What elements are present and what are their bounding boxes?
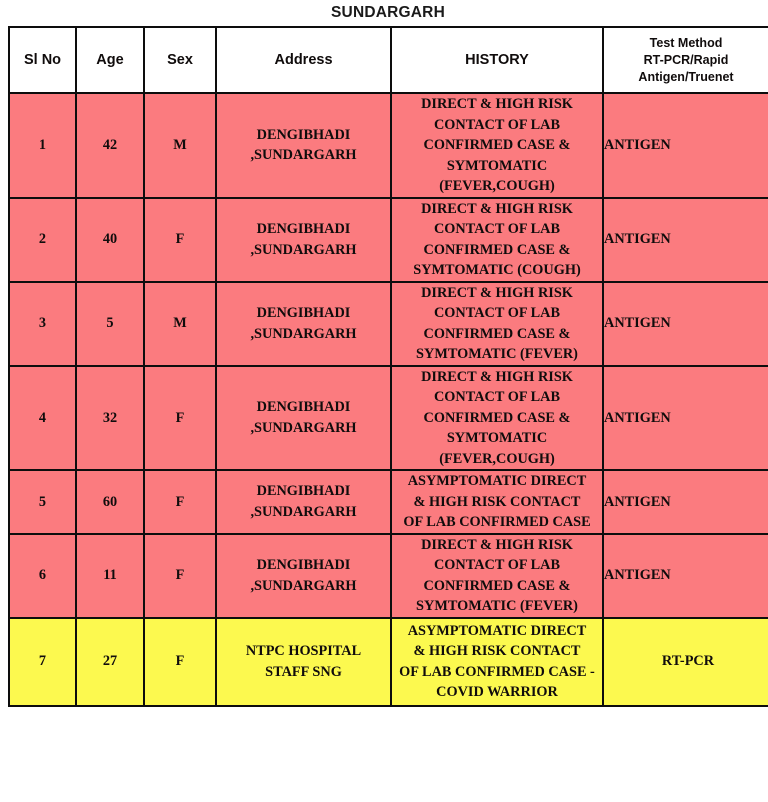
cell-history-line: CONFIRMED CASE & bbox=[423, 409, 571, 426]
cell-history-line: ASYMPTOMATIC DIRECT bbox=[407, 473, 587, 489]
cell-history-line: DIRECT & HIGH RISK bbox=[421, 200, 573, 217]
table-row bbox=[9, 282, 768, 366]
cell-history-line: SYMTOMATIC (FEVER) bbox=[416, 346, 578, 362]
cell-history bbox=[391, 282, 603, 366]
cell-address bbox=[216, 534, 391, 618]
cell-history bbox=[391, 534, 603, 618]
cell-address-line: DENGIBHADI bbox=[256, 399, 351, 416]
table-container bbox=[8, 26, 768, 707]
cell-history-line: OF LAB CONFIRMED CASE bbox=[403, 514, 591, 530]
cell-sex: F bbox=[144, 534, 216, 618]
column-header-test-method-line-3: Antigen/Truenet bbox=[638, 69, 734, 84]
cell-test-method: ANTIGEN bbox=[603, 198, 768, 282]
cell-sex: F bbox=[144, 366, 216, 471]
cell-sl-no: 3 bbox=[9, 282, 76, 366]
page-title: SUNDARGARH bbox=[331, 4, 445, 21]
cell-test-method: ANTIGEN bbox=[603, 534, 768, 618]
cell-test-method: RT-PCR bbox=[603, 618, 768, 706]
cell-sl-no: 6 bbox=[9, 534, 76, 618]
cell-sl-no: 2 bbox=[9, 198, 76, 282]
cell-history bbox=[391, 93, 603, 198]
cell-sl-no: 4 bbox=[9, 366, 76, 471]
cell-history-line: OF LAB CONFIRMED CASE - bbox=[399, 663, 595, 680]
cell-history-line: CONFIRMED CASE & bbox=[423, 241, 571, 258]
cell-address-line: STAFF SNG bbox=[265, 663, 342, 680]
table-row bbox=[9, 618, 768, 706]
cell-age: 27 bbox=[76, 618, 144, 706]
cell-history-line: SYMTOMATIC (COUGH) bbox=[413, 262, 581, 278]
column-header-address: Address bbox=[216, 27, 391, 93]
cell-address bbox=[216, 282, 391, 366]
table-row bbox=[9, 366, 768, 471]
cell-sex: F bbox=[144, 470, 216, 534]
cell-sex: F bbox=[144, 198, 216, 282]
cell-sex: M bbox=[144, 282, 216, 366]
cell-history-line: DIRECT & HIGH RISK bbox=[421, 284, 573, 301]
cell-address-line: ,SUNDARGARH bbox=[250, 325, 357, 342]
cell-address bbox=[216, 618, 391, 706]
cell-address-line: ,SUNDARGARH bbox=[250, 577, 357, 594]
cell-address-line: ,SUNDARGARH bbox=[250, 419, 357, 436]
cell-sex: M bbox=[144, 93, 216, 198]
cell-history-line: SYMTOMATIC bbox=[446, 430, 548, 446]
cell-address-line: ,SUNDARGARH bbox=[250, 503, 357, 520]
cell-test-method: ANTIGEN bbox=[603, 282, 768, 366]
cell-address-line: DENGIBHADI bbox=[256, 221, 351, 237]
column-header-age: Age bbox=[76, 27, 144, 93]
column-header-sl-no: Sl No bbox=[9, 27, 76, 93]
cell-history bbox=[391, 198, 603, 282]
cell-age: 60 bbox=[76, 470, 144, 534]
cell-history-line: CONFIRMED CASE & bbox=[423, 325, 571, 342]
column-header-test-method bbox=[603, 27, 768, 93]
cell-sl-no: 7 bbox=[9, 618, 76, 706]
table-row bbox=[9, 470, 768, 534]
cell-test-method: ANTIGEN bbox=[603, 93, 768, 198]
cell-address bbox=[216, 366, 391, 471]
cell-age: 40 bbox=[76, 198, 144, 282]
cell-age: 42 bbox=[76, 93, 144, 198]
cell-address-line: DENGIBHADI bbox=[256, 483, 351, 500]
cell-history-line: & HIGH RISK CONTACT bbox=[413, 493, 581, 510]
cell-history-line: SYMTOMATIC (FEVER) bbox=[416, 598, 578, 614]
cell-sex: F bbox=[144, 618, 216, 706]
cell-history-line: CONTACT OF LAB bbox=[433, 557, 561, 573]
cell-address-line: DENGIBHADI bbox=[256, 305, 351, 321]
cell-history-line: DIRECT & HIGH RISK bbox=[421, 368, 573, 385]
cell-history-line: DIRECT & HIGH RISK bbox=[421, 536, 573, 553]
column-header-test-method-line-2: RT-PCR/Rapid bbox=[643, 52, 729, 67]
cell-address-line: NTPC HOSPITAL bbox=[245, 643, 362, 659]
cell-address-line: DENGIBHADI bbox=[256, 126, 351, 143]
cell-history-line: CONFIRMED CASE & bbox=[423, 137, 571, 153]
cell-test-method: ANTIGEN bbox=[603, 366, 768, 471]
cell-history bbox=[391, 470, 603, 534]
cell-history-line: CONFIRMED CASE & bbox=[423, 577, 571, 594]
table-header-row bbox=[9, 27, 768, 93]
table-header bbox=[9, 27, 768, 93]
cell-age: 11 bbox=[76, 534, 144, 618]
cell-age: 32 bbox=[76, 366, 144, 471]
cell-history-line: CONTACT OF LAB bbox=[433, 116, 561, 133]
cell-history bbox=[391, 618, 603, 706]
cell-history-line: DIRECT & HIGH RISK bbox=[421, 96, 573, 112]
cell-history bbox=[391, 366, 603, 471]
table-row bbox=[9, 198, 768, 282]
cell-history-line: & HIGH RISK CONTACT bbox=[413, 643, 581, 659]
cell-history-line: ASYMPTOMATIC DIRECT bbox=[407, 622, 587, 639]
cell-address-line: DENGIBHADI bbox=[256, 557, 351, 573]
cell-history-line: CONTACT OF LAB bbox=[433, 221, 561, 237]
cell-history-line: (FEVER,COUGH) bbox=[439, 450, 555, 467]
cell-history-line: (FEVER,COUGH) bbox=[439, 178, 555, 194]
case-records-table bbox=[8, 26, 768, 707]
cell-sl-no: 5 bbox=[9, 470, 76, 534]
table-row bbox=[9, 93, 768, 198]
column-header-test-method-line-1: Test Method bbox=[649, 35, 723, 50]
cell-test-method: ANTIGEN bbox=[603, 470, 768, 534]
table-body bbox=[9, 93, 768, 706]
cell-history-line: SYMTOMATIC bbox=[446, 157, 548, 174]
cell-address bbox=[216, 470, 391, 534]
cell-sl-no: 1 bbox=[9, 93, 76, 198]
cell-history-line: CONTACT OF LAB bbox=[433, 305, 561, 321]
cell-history-line: CONTACT OF LAB bbox=[433, 389, 561, 405]
column-header-sex: Sex bbox=[144, 27, 216, 93]
cell-age: 5 bbox=[76, 282, 144, 366]
table-row bbox=[9, 534, 768, 618]
cell-address bbox=[216, 93, 391, 198]
cell-address bbox=[216, 198, 391, 282]
column-header-history: HISTORY bbox=[391, 27, 603, 93]
cell-address-line: ,SUNDARGARH bbox=[250, 147, 357, 164]
cell-history-line: COVID WARRIOR bbox=[436, 684, 558, 700]
cell-address-line: ,SUNDARGARH bbox=[250, 241, 357, 258]
